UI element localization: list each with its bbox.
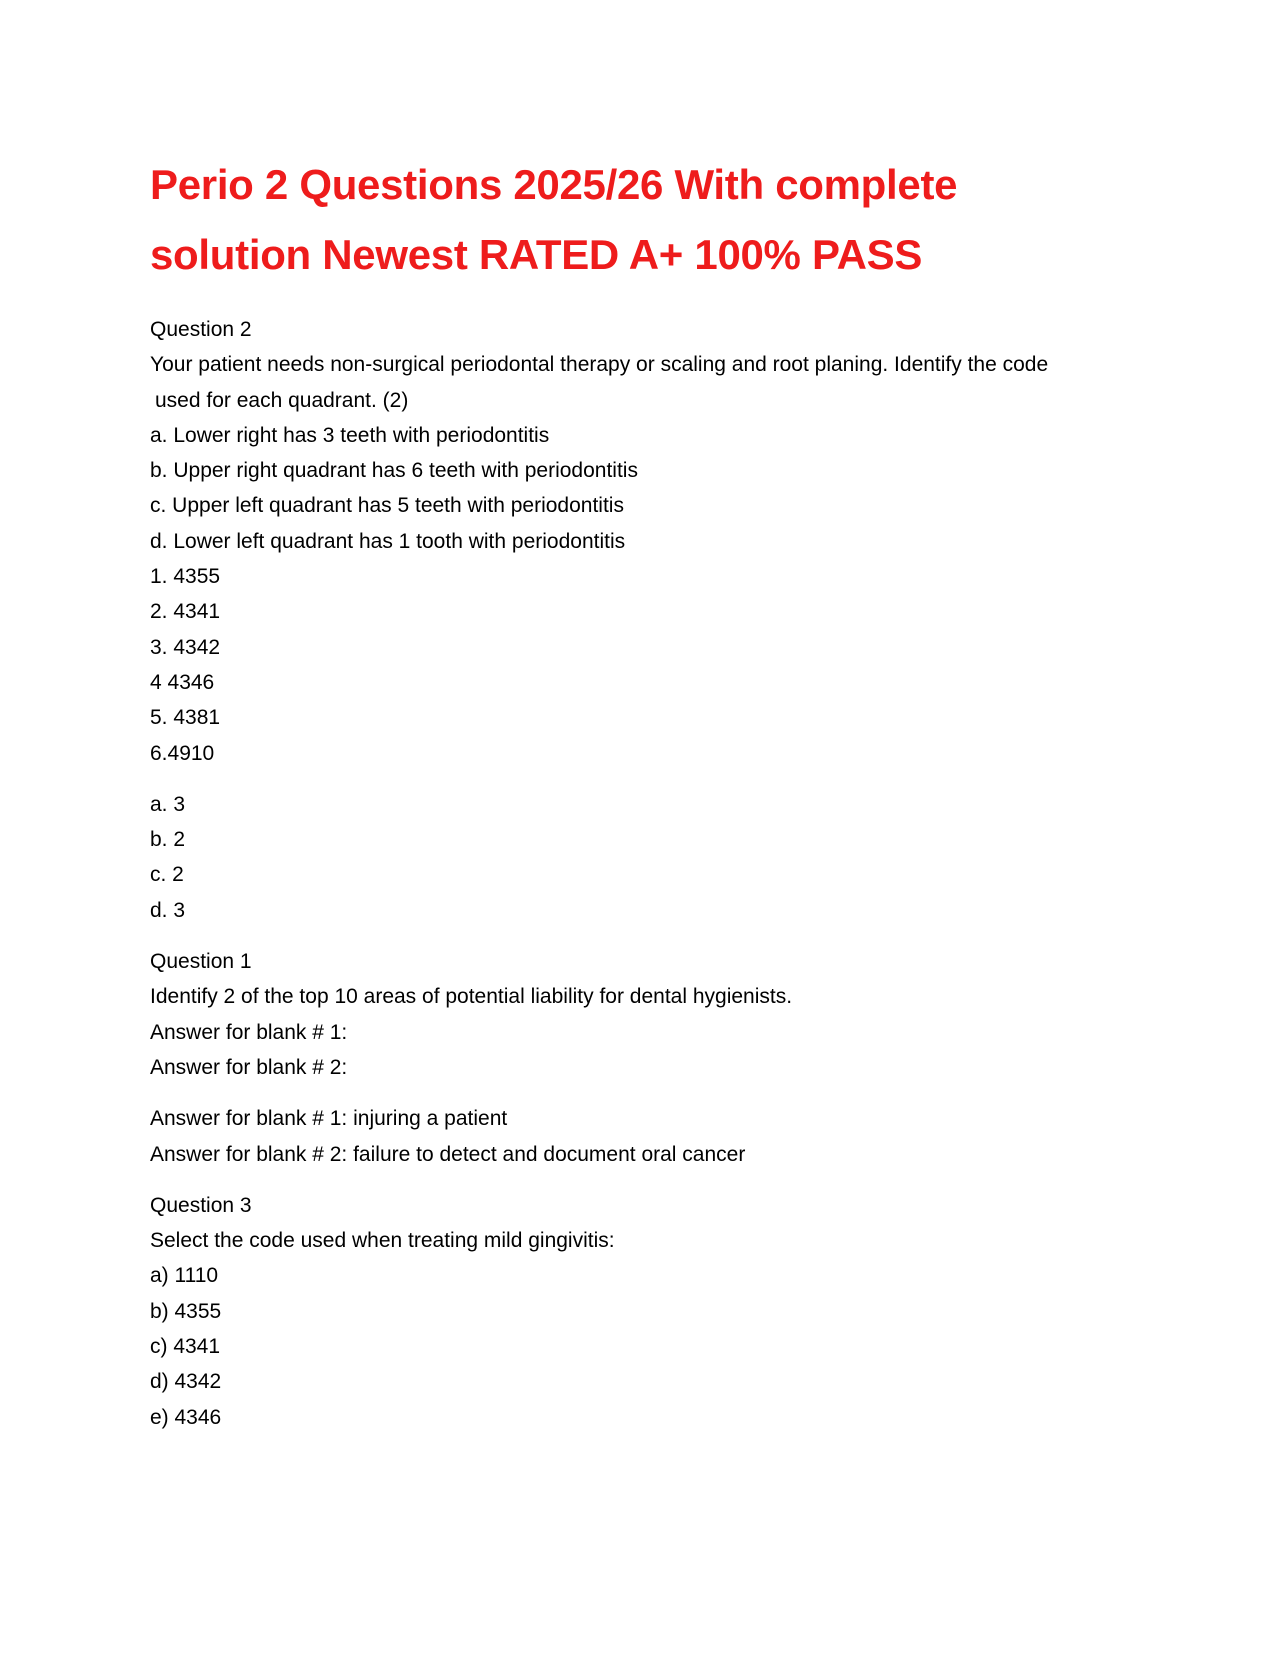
answer-option: d) 4342 <box>150 1370 222 1394</box>
answer-option: 2. 4341 <box>150 600 221 624</box>
title-line-2: solution Newest RATED A+ 100% PASS <box>150 231 923 278</box>
answer-line: b. 2 <box>150 828 186 852</box>
answer-option: 1. 4355 <box>150 565 221 589</box>
answer-option: 5. 4381 <box>150 706 221 730</box>
question-part: a. Lower right has 3 teeth with periodontitis <box>150 423 550 447</box>
document-title <box>150 150 1140 290</box>
answer-option: 6.4910 <box>150 741 215 765</box>
document-body <box>150 312 1140 1435</box>
answer-line: Answer for blank # 2: failure to detect and document oral cancer <box>150 1142 746 1166</box>
answer-option: 3. 4342 <box>150 635 221 659</box>
question-heading: Question 1 <box>150 950 252 974</box>
question-heading: Question 2 <box>150 318 252 341</box>
answer-option: e) 4346 <box>150 1405 222 1429</box>
answer-line: Answer for blank # 1: injuring a patient <box>150 1107 508 1131</box>
question-heading: Question 3 <box>150 1193 252 1217</box>
question-2 <box>150 312 1140 928</box>
question-part: b. Upper right quadrant has 6 teeth with periodontitis <box>150 459 638 483</box>
document-page <box>150 150 1140 1435</box>
answer-option: b) 4355 <box>150 1299 222 1323</box>
answer-line: d. 3 <box>150 898 186 922</box>
answer-option: c) 4341 <box>150 1335 221 1359</box>
question-1 <box>150 944 1140 1172</box>
question-3 <box>150 1188 1140 1435</box>
question-prompt: Identify 2 of the top 10 areas of potential liability for dental hygienists. <box>150 985 793 1009</box>
answer-option: 4 4346 <box>150 670 215 694</box>
answer-blank: Answer for blank # 1: <box>150 1020 348 1044</box>
question-prompt: used for each quadrant. (2) <box>155 388 409 412</box>
title-line-1: Perio 2 Questions 2025/26 With complete <box>150 161 958 208</box>
question-prompt: Select the code used when treating mild gingivitis: <box>150 1229 615 1253</box>
answer-blank: Answer for blank # 2: <box>150 1055 348 1079</box>
answer-line: c. 2 <box>150 863 184 887</box>
question-part: c. Upper left quadrant has 5 teeth with periodontitis <box>150 494 624 518</box>
question-prompt: Your patient needs non-surgical periodontal therapy or scaling and root planing. Identify the code <box>150 353 1049 377</box>
answer-option: a) 1110 <box>150 1264 219 1288</box>
answer-line: a. 3 <box>150 792 186 816</box>
question-part: d. Lower left quadrant has 1 tooth with periodontitis <box>150 529 626 553</box>
